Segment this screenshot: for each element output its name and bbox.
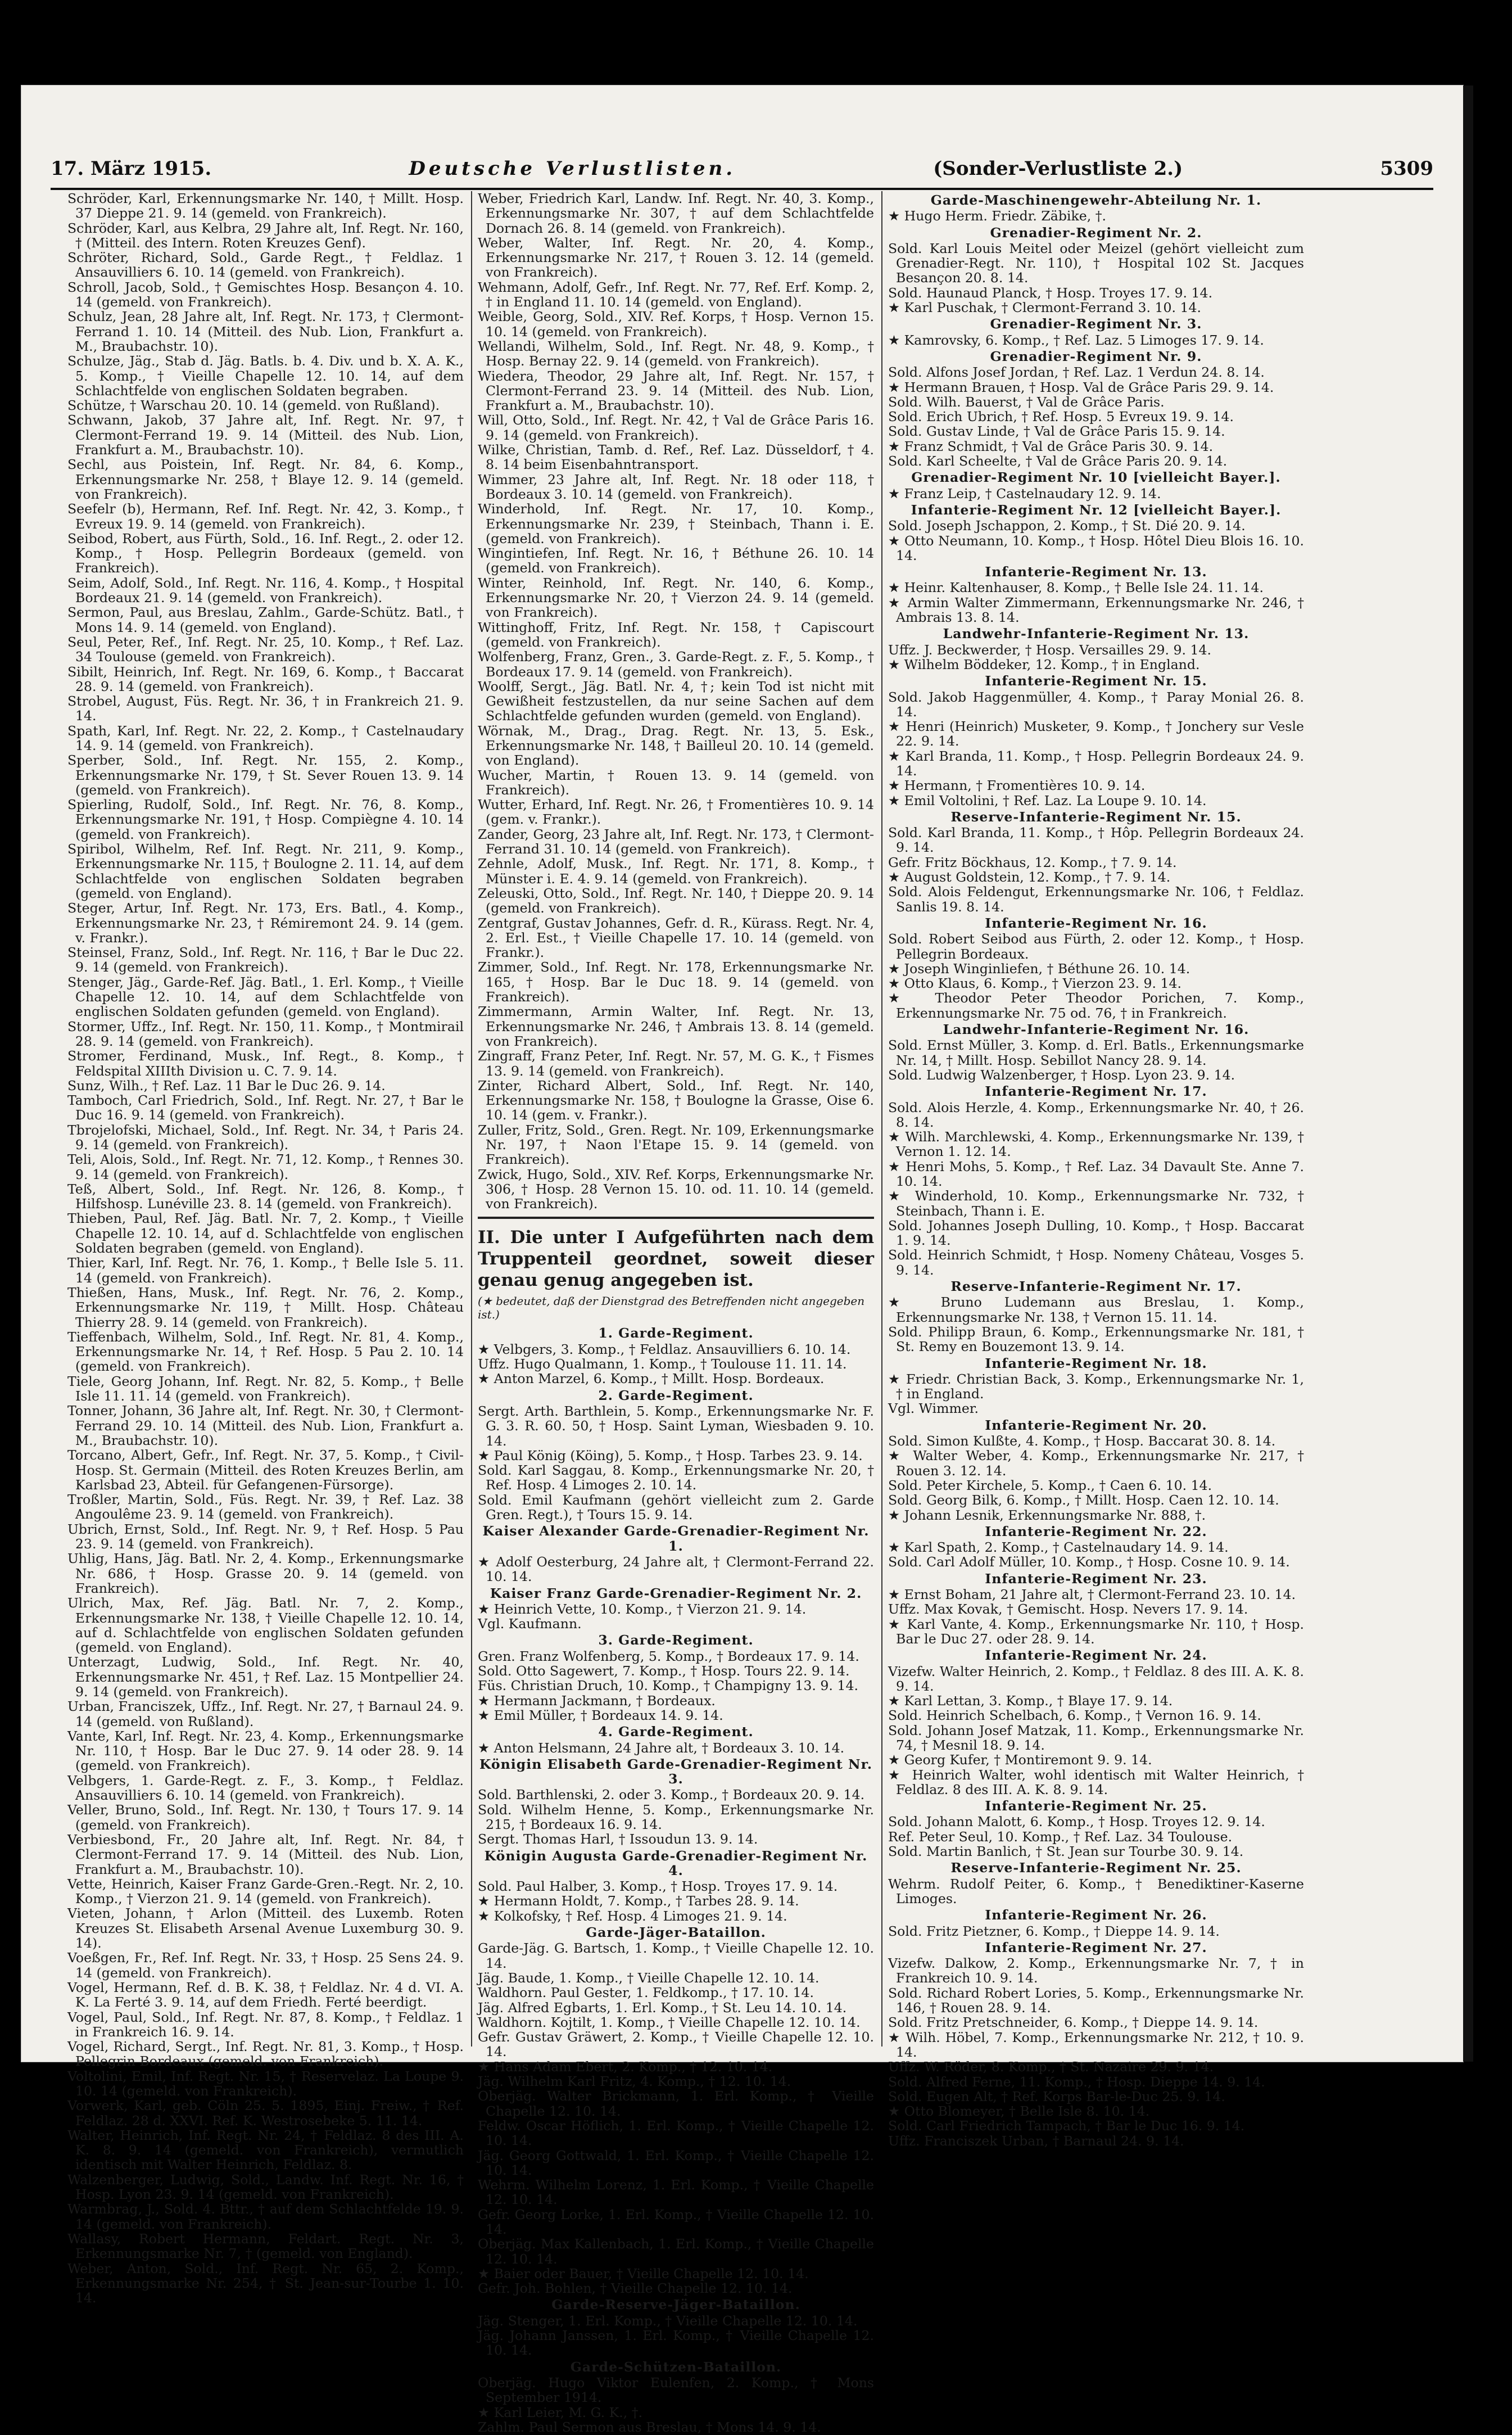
list-entry: Sold. Johann Josef Matzak, 11. Komp., Erkennungsmarke Nr. 74, † Mesnil 18. 9. 14. (888, 1722, 1304, 1753)
list-entry: ★ Otto Blomeyer, † Belle Isle 8. 10. 14. (888, 2103, 1150, 2120)
section-heading: Königin Augusta Garde-Grenadier-Regiment Nr. 4. (484, 1847, 868, 1878)
list-entry: Sold. Fritz Pretschneider, 6. Komp., † Dieppe 14. 9. 14. (888, 2014, 1259, 2031)
header-date: 17. März 1915. (51, 157, 212, 180)
list-entry: Sold. Robert Seibod aus Fürth, 2. oder 12. Komp., † Hosp. Pellegrin Bordeaux. (888, 931, 1304, 962)
list-entry: Teß, Albert, Sold., Inf. Regt. Nr. 126, 8. Komp., † Hilfshosp. Lunéville 23. 8. 14 (gemeld. von Frankreich). (67, 1181, 464, 1212)
list-entry: Sold. Simon Kulßte, 4. Komp., † Hosp. Baccarat 30. 8. 14. (888, 1433, 1276, 1449)
list-entry: ★ Paul König (Köing), 5. Komp., † Hosp. Tarbes 23. 9. 14. (478, 1447, 863, 1463)
list-entry: Ref. Peter Seul, 10. Komp., † Ref. Laz. 34 Toulouse. (888, 1828, 1233, 1845)
list-entry: Zimmermann, Armin Walter, Inf. Regt. Nr. 13, Erkennungsmarke Nr. 246, † Ambrais 13. 8. 14 (gemeld. von Frankreich). (478, 1004, 874, 1049)
section-heading: 1. Garde-Regiment. (598, 1325, 754, 1341)
list-entry: ★ Velbgers, 3. Komp., † Feldlaz. Ansauvilliers 6. 10. 14. (478, 1341, 851, 1357)
section-heading: Reserve-Infanterie-Regiment Nr. 15. (950, 808, 1242, 825)
list-entry: Sperber, Sold., Inf. Regt. Nr. 155, 2. Komp., Erkennungsmarke Nr. 179, † St. Sever Rouen 13. 9. 14 (gemeld. von Frankreich). (67, 752, 464, 798)
list-entry: ★ Otto Neumann, 10. Komp., † Hosp. Hôtel Dieu Blois 16. 10. 14. (888, 532, 1304, 563)
list-entry: ★ Anton Marzel, 6. Komp., † Millt. Hosp. Bordeaux. (478, 1371, 825, 1387)
section-heading: Kaiser Alexander Garde-Grenadier-Regiment Nr. 1. (482, 1523, 870, 1554)
list-entry: Strobel, August, Füs. Regt. Nr. 36, † in Frankreich 21. 9. 14. (67, 693, 464, 724)
list-entry: Waldhorn. Paul Gester, 1. Feldkomp., † 17. 10. 14. (478, 1985, 814, 2001)
section-heading: 2. Garde-Regiment. (598, 1387, 754, 1403)
list-entry: Sold. Carl Friedrich Tampach, † Bar le Duc 16. 9. 14. (888, 2118, 1245, 2134)
list-entry: Stenger, Jäg., Garde-Ref. Jäg. Batl., 1. Erl. Komp., † Vieille Chapelle 12. 10. 14, auf dem Schlachtfelde von englischen Soldaten gefunden (gemeld. von England). (67, 974, 464, 1020)
list-entry: Teli, Alois, Sold., Inf. Regt. Nr. 71, 12. Komp., † Rennes 30. 9. 14 (gemeld. von Frankreich). (67, 1151, 464, 1182)
list-entry: Velbgers, 1. Garde-Regt. z. F., 3. Komp., † Feldlaz. Ansauvilliers 6. 10. 14 (gemeld. von Frankreich). (67, 1772, 464, 1804)
list-entry: Vette, Heinrich, Kaiser Franz Garde-Gren.-Regt. Nr. 2, 10. Komp., † Vierzon 21. 9. 14 (gemeld. von Frankreich). (67, 1876, 464, 1907)
list-entry: Warmbrag, J., Sold. 4. Bttr., † auf dem Schlachtfelde 19. 9. 14 (gemeld. von Frankreich). (67, 2201, 464, 2232)
list-entry: ★ Franz Schmidt, † Val de Grâce Paris 30. 9. 14. (888, 438, 1214, 454)
section-heading: Infanterie-Regiment Nr. 26. (985, 1907, 1207, 1923)
list-entry: Uhlig, Hans, Jäg. Batl. Nr. 2, 4. Komp., Erkennungsmarke Nr. 686, † Hosp. Grasse 20. 9. 14 (gemeld. von Frankreich). (67, 1551, 464, 1596)
list-entry: Schröder, Karl, aus Kelbra, 29 Jahre alt, Inf. Regt. Nr. 160, † (Mitteil. des Intern. Roten Kreuzes Genf). (67, 220, 464, 251)
list-entry: ★ Joseph Winginliefen, † Béthune 26. 10. 14. (888, 960, 1190, 977)
list-entry: ★ Adolf Oesterburg, 24 Jahre alt, † Clermont-Ferrand 22. 10. 14. (478, 1553, 874, 1585)
list-entry: ★ Otto Klaus, 6. Komp., † Vierzon 23. 9. 14. (888, 975, 1181, 992)
list-entry: Sold. Johannes Joseph Dulling, 10. Komp., † Hosp. Baccarat 1. 9. 14. (888, 1217, 1304, 1249)
list-entry: ★ Anton Helsmann, 24 Jahre alt, † Bordeaux 3. 10. 14. (478, 1740, 845, 1756)
list-entry: Spiribol, Wilhelm, Ref. Inf. Regt. Nr. 211, 9. Komp., Erkennungsmarke Nr. 115, † Boulogne 2. 11. 14, auf dem Schlachtfelde von englischen Soldaten begraben (gemeld. von England). (67, 841, 464, 901)
list-entry: Uffz. Max Kovak, † Gemischt. Hosp. Nevers 17. 9. 14. (888, 1601, 1248, 1618)
list-entry: Sold. Erich Ubrich, † Ref. Hosp. 5 Evreux 19. 9. 14. (888, 409, 1234, 425)
list-entry: ★ Hermann Jackmann, † Bordeaux. (478, 1692, 716, 1709)
list-entry: ★ Emil Müller, † Bordeaux 14. 9. 14. (478, 1707, 723, 1723)
list-entry: Veller, Bruno, Sold., Inf. Regt. Nr. 130, † Tours 17. 9. 14 (gemeld. von Frankreich). (67, 1802, 464, 1833)
list-entry: Spierling, Rudolf, Sold., Inf. Regt. Nr. 76, 8. Komp., Erkennungsmarke Nr. 191, † Hosp. Compiègne 4. 10. 14 (gemeld. von Frankreich). (67, 797, 464, 842)
list-entry: Gren. Franz Wolfenberg, 5. Komp., † Bordeaux 17. 9. 14. (478, 1648, 859, 1664)
list-entry: ★ Hugo Herm. Friedr. Zäbike, †. (888, 208, 1107, 224)
list-entry: Troßler, Martin, Sold., Füs. Regt. Nr. 39, † Ref. Laz. 38 Angoulême 23. 9. 14 (gemeld. von Frankreich). (67, 1492, 464, 1523)
list-entry: ★ Heinrich Walter, wohl identisch mit Walter Heinrich, † Feldlaz. 8 des III. A. K. 8. 9. 14. (888, 1767, 1304, 1797)
list-entry: Sold. Martin Banlich, † St. Jean sur Tourbe 30. 9. 14. (888, 1844, 1244, 1860)
list-entry: Sold. Karl Saggau, 8. Komp., Erkennungsmarke Nr. 20, † Ref. Hosp. 4 Limoges 2. 10. 14. (478, 1462, 874, 1493)
list-entry: Gefr. Fritz Böckhaus, 12. Komp., † 7. 9. 14. (888, 854, 1177, 870)
list-entry: Winderhold, Inf. Regt. Nr. 17, 10. Komp., Erkennungsmarke Nr. 239, † Steinbach, Thann i. E. (gemeld. von Frankreich). (478, 501, 874, 546)
section-heading: Grenadier-Regiment Nr. 9. (990, 348, 1202, 364)
list-entry: Sold. Alois Herzle, 4. Komp., Erkennungsmarke Nr. 40, † 26. 8. 14. (888, 1099, 1304, 1130)
list-entry: Oberjäg. Max Kallenbach, 1. Erl. Komp., † Vieille Chapelle 12. 10. 14. (478, 2236, 874, 2267)
scan-edge (1463, 85, 1473, 2062)
list-entry: Wucher, Martin, † Rouen 13. 9. 14 (gemeld. von Frankreich). (478, 767, 874, 798)
list-entry: Seim, Adolf, Sold., Inf. Regt. Nr. 116, 4. Komp., † Hospital Bordeaux 21. 9. 14 (gemeld. von Frankreich). (67, 575, 464, 606)
list-entry: ★ Karl Lettan, 3. Komp., † Blaye 17. 9. 14. (888, 1693, 1173, 1709)
section-heading: Infanterie-Regiment Nr. 24. (985, 1647, 1207, 1664)
list-entry: ★ Kamrovsky, 6. Komp., † Ref. Laz. 5 Limoges 17. 9. 14. (888, 332, 1264, 348)
list-entry: Torcano, Albert, Gefr., Inf. Regt. Nr. 37, 5. Komp., † Civil-Hosp. St. Germain (Mitteil. des Roten Kreuzes Berlin, am Karlsbad 23, Abteil. für Gefangenen-Fürsorge). (67, 1447, 464, 1493)
list-entry: Zimmer, Sold., Inf. Regt. Nr. 178, Erkennungsmarke Nr. 165, † Hosp. Bar le Duc 18. 9. 14 (gemeld. von Frankreich). (478, 959, 874, 1005)
list-entry: Steinsel, Franz, Sold., Inf. Regt. Nr. 116, † Bar le Duc 22. 9. 14 (gemeld. von Frankreich). (67, 945, 464, 975)
list-entry: ★ Wilh. Marchlewski, 4. Komp., Erkennungsmarke Nr. 139, † Vernon 1. 12. 14. (888, 1129, 1304, 1160)
section-rule (478, 1217, 874, 1219)
list-entry: Zehnle, Adolf, Musk., Inf. Regt. Nr. 171, 8. Komp., † Münster i. E. 4. 9. 14 (gemeld. von Frankreich). (478, 856, 874, 887)
list-entry: Gefr. Gustav Gräwert, 2. Komp., † Vieille Chapelle 12. 10. 14. (478, 2029, 874, 2060)
list-entry: Seibod, Robert, aus Fürth, Sold., 16. Inf. Regt., 2. oder 12. Komp., † Hosp. Pellegrin Bordeaux (gemeld. von Frankreich). (67, 530, 464, 576)
list-entry: Uffz. W. Röder, 8. Komp., † St. Nazaire 29. 9. 14. (888, 2059, 1214, 2075)
section-heading: Infanterie-Regiment Nr. 13. (985, 564, 1207, 580)
section-note: (★ bedeutet, daß der Dienstgrad des Betreffenden nicht angegeben ist.) (478, 1294, 865, 1322)
list-entry: Oberjäg. Hugo Viktor Eulenfen, 2. Komp., † Mons September 1914. (478, 2374, 874, 2406)
list-entry: ★ Karl Branda, 11. Komp., † Hosp. Pellegrin Bordeaux 24. 9. 14. (888, 748, 1304, 779)
list-entry: Schütze, † Warschau 20. 10. 14 (gemeld. von Rußland). (67, 397, 440, 414)
list-entry: Vizefw. Walter Heinrich, 2. Komp., † Feldlaz. 8 des III. A. K. 8. 9. 14. (888, 1663, 1304, 1694)
list-entry: Sold. Barthlenski, 2. oder 3. Komp., † Bordeaux 20. 9. 14. (478, 1787, 865, 1803)
list-entry: Thießen, Hans, Musk., Inf. Regt. Nr. 76, 2. Komp., Erkennungsmarke Nr. 119, † Millt. Hosp. Château Thierry 28. 9. 14 (gemeld. von Frankreich). (67, 1284, 464, 1330)
header-subtitle: (Sonder-Verlustliste 2.) (933, 157, 1183, 180)
list-entry: Sold. Otto Sagewert, 7. Komp., † Hosp. Tours 22. 9. 14. (478, 1663, 850, 1679)
list-entry: ★ Walter Weber, 4. Komp., Erkennungsmarke Nr. 217, † Rouen 3. 12. 14. (888, 1448, 1304, 1479)
list-entry: Jäg. Baude, 1. Komp., † Vieille Chapelle 12. 10. 14. (478, 1969, 820, 1986)
list-entry: ★ Georg Kufer, † Montiremont 9. 9. 14. (888, 1752, 1152, 1768)
list-entry: Wutter, Erhard, Inf. Regt. Nr. 26, † Fromentières 10. 9. 14 (gem. v. Frankr.). (478, 797, 874, 828)
list-entry: ★ Bruno Ludemann aus Breslau, 1. Komp., Erkennungsmarke Nr. 138, † Vernon 15. 11. 14. (888, 1294, 1304, 1325)
list-entry: Jäg. Alfred Egbarts, 1. Erl. Komp., † St. Leu 14. 10. 14. (478, 1999, 847, 2016)
list-entry: ★ Karl Spath, 2. Komp., † Castelnaudary 14. 9. 14. (888, 1539, 1229, 1556)
list-entry: Uffz. Franciszek Urban, † Barnaul 24. 9. 14. (888, 2133, 1184, 2149)
list-entry: Sold. Ernst Müller, 3. Komp. d. Erl. Batls., Erkennungsmarke Nr. 14, † Millt. Hosp. Sebillot Nancy 28. 9. 14. (888, 1037, 1304, 1068)
list-entry: Seefelr (b), Hermann, Ref. Inf. Regt. Nr. 42, 3. Komp., † Evreux 19. 9. 14 (gemeld. von Frankreich). (67, 501, 464, 532)
list-entry: ★ Hans Adam Ebert, 2. Komp., † 12. 10. 14. (478, 2058, 773, 2075)
list-entry: Sergt. Arth. Barthlein, 5. Komp., Erkennungsmarke Nr. F. G. 3. R. 60. 50, † Hosp. Saint Lyman, Wiesbaden 9. 10. 14. (478, 1403, 874, 1449)
list-entry: Schroll, Jacob, Sold., † Gemischtes Hosp. Besançon 4. 10. 14 (gemeld. von Frankreich). (67, 279, 464, 310)
list-entry: Zahlm. Paul Sermon aus Breslau, † Mons 14. 9. 14. (478, 2419, 821, 2435)
list-entry: Vgl. Kaufmann. (478, 1616, 582, 1632)
list-entry: Wimmer, 23 Jahre alt, Inf. Regt. Nr. 18 oder 118, † Bordeaux 3. 10. 14 (gemeld. von Frankreich). (478, 471, 874, 502)
list-entry: Zingraff, Franz Peter, Inf. Regt. Nr. 57, M. G. K., † Fismes 13. 9. 14 (gemeld. von Frankreich). (478, 1048, 874, 1079)
section-heading: Grenadier-Regiment Nr. 10 [vielleicht Bayer.]. (911, 469, 1281, 486)
list-entry: Wallasy, Robert Hermann, Feldart. Regt. Nr. 3, Erkennungsmarke Nr. 7, † (gemeld. von England). (67, 2230, 464, 2262)
list-entry: Wörnak, M., Drag., Drag. Regt. Nr. 13, 5. Esk., Erkennungsmarke Nr. 148, † Bailleul 20. 10. 14 (gemeld. von England). (478, 722, 874, 769)
header-title: Deutsche Verlustlisten. (409, 157, 736, 180)
section-heading: Infanterie-Regiment Nr. 12 [vielleicht Bayer.]. (911, 502, 1282, 518)
list-entry: Wehrm. Rudolf Peiter, 6. Komp., † Benediktiner-Kaserne Limoges. (888, 1876, 1304, 1907)
list-entry: Zuller, Fritz, Sold., Gren. Regt. Nr. 109, Erkennungsmarke Nr. 197, † Naon l'Etape 15. 9. 14 (gemeld. von Frankreich). (478, 1122, 874, 1168)
list-entry: Sibilt, Heinrich, Inf. Regt. Nr. 169, 6. Komp., † Baccarat 28. 9. 14 (gemeld. von Frankreich). (67, 663, 464, 694)
list-entry: ★ Kolkofsky, † Ref. Hosp. 4 Limoges 21. 9. 14. (478, 1908, 787, 1924)
list-entry: Oberjäg. Walter Brickmann, 1. Erl. Komp., † Vieille Chapelle 12. 10. 14. (478, 2088, 874, 2119)
list-entry: Tieffenbach, Wilhelm, Sold., Inf. Regt. Nr. 81, 4. Komp., Erkennungsmarke Nr. 14, † Ref. Hosp. 5 Pau 2. 10. 14 (gemeld. von Frankreich). (67, 1329, 464, 1375)
list-entry: Sold. Gustav Linde, † Val de Grâce Paris 15. 9. 14. (888, 423, 1225, 440)
list-entry: Sold. Karl Louis Meitel oder Meizel (gehört vielleicht zum Grenadier-Regt. Nr. 110), † Hospital 102 St. Jacques Besançon 20. 8. 14. (888, 240, 1304, 286)
column-3 (888, 191, 1304, 2149)
list-entry: Sold. Georg Bilk, 6. Komp., † Millt. Hosp. Caen 12. 10. 14. (888, 1492, 1279, 1508)
list-entry: Thieben, Paul, Ref. Jäg. Batl. Nr. 7, 2. Komp., † Vieille Chapelle 12. 10. 14, auf d. Schlachtfelde von englischen Soldaten begraben (gemeld. von England). (67, 1210, 464, 1257)
list-entry: Stormer, Uffz., Inf. Regt. Nr. 150, 11. Komp., † Montmirail 28. 9. 14 (gemeld. von Frankreich). (67, 1018, 464, 1049)
list-entry: Uffz. Hugo Qualmann, 1. Komp., † Toulouse 11. 11. 14. (478, 1356, 847, 1372)
list-entry: Zeleuski, Otto, Sold., Inf. Regt. Nr. 140, † Dieppe 20. 9. 14 (gemeld. von Frankreich). (478, 885, 874, 916)
list-entry: Jäg. Georg Gottwald, 1. Erl. Komp., † Vieille Chapelle 12. 10. 14. (478, 2147, 874, 2178)
list-entry: Seul, Peter, Ref., Inf. Regt. Nr. 25, 10. Komp., † Ref. Laz. 34 Toulouse (gemeld. von Frankreich). (67, 634, 464, 665)
list-entry: Sunz, Wilh., † Ref. Laz. 11 Bar le Duc 26. 9. 14. (67, 1077, 386, 1094)
column-1 (67, 191, 464, 2306)
list-entry: Sold. Peter Kirchele, 5. Komp., † Caen 6. 10. 14. (888, 1477, 1212, 1493)
list-entry: ★ Hermann Brauen, † Hosp. Val de Grâce Paris 29. 9. 14. (888, 379, 1274, 395)
header-rule (51, 188, 1433, 190)
list-entry: Sold. Alois Feldengut, Erkennungsmarke Nr. 106, † Feldlaz. Sanlis 19. 8. 14. (888, 884, 1304, 915)
list-entry: Vorwerk, Karl, geb. Cöln 25. 5. 1895, Einj. Freiw., † Ref. Feldlaz. 28 d. XXVI. Ref. K. Westrosebeke 5. 11. 14. (67, 2098, 464, 2129)
list-entry: Weible, Georg, Sold., XIV. Ref. Korps, † Hosp. Vernon 15. 10. 14 (gemeld. von Frankreich). (478, 309, 874, 340)
list-entry: Jäg. Johann Janssen, 1. Erl. Komp., † Vieille Chapelle 12. 10. 14. (478, 2328, 874, 2359)
list-entry: Sold. Ludwig Walzenberger, † Hosp. Lyon 23. 9. 14. (888, 1067, 1235, 1083)
list-entry: Vogel, Paul, Sold., Inf. Regt. Nr. 87, 8. Komp., † Feldlaz. 1 in Frankreich 16. 9. 14. (67, 2009, 464, 2040)
list-entry: Uffz. J. Beckwerder, † Hosp. Versailles 29. 9. 14. (888, 641, 1212, 658)
column-divider-2 (881, 191, 882, 2047)
list-entry: Sold. Karl Scheelte, † Val de Grâce Paris 20. 9. 14. (888, 453, 1228, 469)
list-entry: Walter, Heinrich, Inf. Regt. Nr. 24, † Feldlaz. 8 des III. A. K. 8. 9. 14 (gemeld. von Frankreich), vermutlich identisch mit Walter Heinrich, Feldlaz. 8. (67, 2127, 464, 2173)
list-entry: Steger, Artur, Inf. Regt. Nr. 173, Ers. Batl., 4. Komp., Erkennungsmarke Nr. 23, † Rémiremont 24. 9. 14 (gem. v. Frankr.). (67, 900, 464, 946)
list-entry: ★ Ernst Boham, 21 Jahre alt, † Clermont-Ferrand 23. 10. 14. (888, 1587, 1296, 1603)
section-heading: Infanterie-Regiment Nr. 20. (985, 1417, 1207, 1433)
list-entry: Sold. Alfred Ferne, 11. Komp., † Hosp. Dieppe 14. 9. 14. (888, 2073, 1265, 2090)
section-heading: Garde-Schützen-Bataillon. (570, 2359, 782, 2375)
section-heading: Garde-Jäger-Bataillon. (586, 1924, 766, 1941)
list-entry: Gefr. Georg Lorke, 1. Erl. Komp., † Vieille Chapelle 12. 10. 14. (478, 2206, 874, 2237)
list-entry: Ulrich, Max, Ref. Jäg. Batl. Nr. 7, 2. Komp., Erkennungsmarke Nr. 138, † Vieille Chapelle 12. 10. 14, auf d. Schlachtfelde von englischen Soldaten gefunden (gemeld. von England). (67, 1595, 464, 1656)
list-entry: ★ Karl Vante, 4. Komp., Erkennungsmarke Nr. 110, † Hosp. Bar le Duc 27. oder 28. 9. 14. (888, 1616, 1304, 1647)
list-entry: Sechl, aus Poistein, Inf. Regt. Nr. 84, 6. Komp., Erkennungsmarke Nr. 258, † Blaye 12. 9. 14 (gemeld. von Frankreich). (67, 457, 464, 502)
list-entry: ★ Heinr. Kaltenhauser, 8. Komp., † Belle Isle 24. 11. 14. (888, 580, 1264, 596)
list-entry: Vieten, Johann, † Arlon (Mitteil. des Luxemb. Roten Kreuzes St. Elisabeth Arsenal Avenue Luxemburg 30. 9. 14). (67, 1905, 464, 1951)
list-entry: Schulz, Jean, 28 Jahre alt, Inf. Regt. Nr. 173, † Clermont-Ferrand 1. 10. 14 (Mitteil. des Nub. Lion, Frankfurt a. M., Braubachstr. 10). (67, 309, 464, 354)
list-entry: ★ Theodor Peter Theodor Porichen, 7. Komp., Erkennungsmarke Nr. 75 od. 76, † in Frankreich. (888, 990, 1304, 1021)
list-entry: Sold. Karl Branda, 11. Komp., † Hôp. Pellegrin Bordeaux 24. 9. 14. (888, 825, 1304, 856)
list-entry: ★ Karl Puschak, † Clermont-Ferrand 3. 10. 14. (888, 300, 1201, 316)
section-heading: Grenadier-Regiment Nr. 3. (990, 316, 1202, 332)
list-entry: Thier, Karl, Inf. Regt. Nr. 76, 1. Komp., † Belle Isle 5. 11. 14 (gemeld. von Frankreich). (67, 1255, 464, 1286)
section-heading: Garde-Reserve-Jäger-Bataillon. (551, 2297, 800, 2313)
list-entry: ★ Wilh. Höbel, 7. Komp., Erkennungsmarke Nr. 212, † 10. 9. 14. (888, 2029, 1304, 2060)
list-entry: ★ Henri Mohs, 5. Komp., † Ref. Laz. 34 Davault Ste. Anne 7. 10. 14. (888, 1158, 1304, 1189)
list-entry: Wehrm. Wilhelm Lorenz, 1. Erl. Komp., † Vieille Chapelle 12. 10. 14. (478, 2177, 874, 2208)
list-entry: Sold. Fritz Pietzner, 6. Komp., † Dieppe 14. 9. 14. (888, 1923, 1220, 1939)
list-entry: ★ August Goldstein, 12. Komp., † 7. 9. 14. (888, 869, 1171, 886)
list-entry: Zinter, Richard Albert, Sold., Inf. Regt. Nr. 140, Erkennungsmarke Nr. 158, † Boulogne la Grasse, Oise 6. 10. 14 (gem. v. Frankr.). (478, 1077, 874, 1123)
list-entry: ★ Franz Leip, † Castelnaudary 12. 9. 14. (888, 485, 1161, 502)
list-entry: Schulze, Jäg., Stab d. Jäg. Batls. b. 4. Div. und b. X. A. K., 5. Komp., † Vieille Chapelle 12. 10. 14, auf dem Schlachtfelde von englischen Soldaten begraben. (67, 353, 464, 399)
section-heading: Reserve-Infanterie-Regiment Nr. 25. (950, 1860, 1242, 1876)
list-entry: Voeßgen, Fr., Ref. Inf. Regt. Nr. 33, † Hosp. 25 Sens 24. 9. 14 (gemeld. von Frankreich). (67, 1950, 464, 1981)
list-entry: Unterzagt, Ludwig, Sold., Inf. Regt. Nr. 40, Erkennungsmarke Nr. 451, † Ref. Laz. 15 Montpellier 24. 9. 14 (gemeld. von Frankreich). (67, 1654, 464, 1700)
list-entry: Sold. Carl Adolf Müller, 10. Komp., † Hosp. Cosne 10. 9. 14. (888, 1554, 1290, 1570)
list-entry: Vogel, Richard, Sergt., Inf. Regt. Nr. 81, 3. Komp., † Hosp. Pellegrin Bordeaux (gemeld. von Frankreich). (67, 2039, 464, 2070)
list-entry: Jäg. Wilhelm Karl Fritz, 4. Komp., † 12. 10. 14. (478, 2073, 791, 2090)
list-entry: Garde-Jäg. G. Bartsch, 1. Komp., † Vieille Chapelle 12. 10. 14. (478, 1940, 874, 1971)
list-entry: Weber, Anton, Sold., Inf. Regt. Nr. 65, 2. Komp., Erkennungsmarke Nr. 254, † St. Jean-sur-Tourbe 1. 10. 14. (67, 2260, 464, 2306)
list-entry: Winter, Reinhold, Inf. Regt. Nr. 140, 6. Komp., Erkennungsmarke Nr. 20, † Vierzon 24. 9. 14 (gemeld. von Frankreich). (478, 575, 874, 621)
section-heading: Infanterie-Regiment Nr. 23. (985, 1570, 1207, 1587)
list-entry: Sermon, Paul, aus Breslau, Zahlm., Garde-Schütz. Batl., † Mons 14. 9. 14 (gemeld. von England). (67, 604, 464, 635)
list-entry: Sold. Alfons Josef Jordan, † Ref. Laz. 1 Verdun 24. 8. 14. (888, 364, 1265, 381)
list-entry: Tonner, Johann, 36 Jahre alt, Inf. Regt. Nr. 30, † Clermont-Ferrand 29. 10. 14 (Mitteil. des Nub. Lion, Frankfurt a. M., Braubachstr. 10). (67, 1403, 464, 1448)
list-entry: Wehmann, Adolf, Gefr., Inf. Regt. Nr. 77, Ref. Erf. Komp. 2, † in England 11. 10. 14 (gemeld. von England). (478, 279, 874, 310)
section-heading: Infanterie-Regiment Nr. 18. (985, 1355, 1207, 1371)
list-entry: Woolff, Sergt., Jäg. Batl. Nr. 4, †; kein Tod ist nicht mit Gewißheit festzustellen, da nur seine Sachen auf dem Schlachtfelde gefunden wurden (gemeld. von England). (478, 678, 874, 724)
list-entry: Sold. Paul Halber, 3. Komp., † Hosp. Troyes 17. 9. 14. (478, 1878, 838, 1895)
list-entry: Vogel, Hermann, Ref. d. B. K. 38, † Feldlaz. Nr. 4 d. VI. A. K. La Ferté 3. 9. 14, auf dem Friedh. Ferté beerdigt. (67, 1979, 464, 2011)
list-entry: Wingintiefen, Inf. Regt. Nr. 16, † Béthune 26. 10. 14 (gemeld. von Frankreich). (478, 545, 874, 576)
list-entry: ★ Armin Walter Zimmermann, Erkennungsmarke Nr. 246, † Ambrais 13. 8. 14. (888, 594, 1304, 626)
list-entry: Wiedera, Theodor, 29 Jahre alt, Inf. Regt. Nr. 157, † Clermont-Ferrand 23. 9. 14 (Mitteil. des Nub. Lion, Frankfurt a. M., Braubachstr. 10). (478, 368, 874, 414)
list-entry: Sold. Joseph Jschappon, 2. Komp., † St. Dié 20. 9. 14. (888, 518, 1246, 534)
list-entry: Weber, Walter, Inf. Regt. Nr. 20, 4. Komp., Erkennungsmarke Nr. 217, † Rouen 3. 12. 14 (gemeld. von Frankreich). (478, 234, 874, 281)
list-entry: Schröter, Richard, Sold., Garde Regt., † Feldlaz. 1 Ansauvilliers 6. 10. 14 (gemeld. von Frankreich). (67, 250, 464, 281)
list-entry: Sold. Richard Robert Lories, 5. Komp., Erkennungsmarke Nr. 146, † Rouen 28. 9. 14. (888, 1985, 1304, 2016)
section-heading: Grenadier-Regiment Nr. 2. (990, 224, 1202, 241)
section-title: II. Die unter I Aufgeführten nach dem Truppenteil geordnet, soweit dieser genau genug angegeben ist. (478, 1227, 874, 1291)
list-entry: Tiele, Georg Johann, Inf. Regt. Nr. 82, 5. Komp., † Belle Isle 11. 11. 14 (gemeld. von Frankreich). (67, 1373, 464, 1404)
section-heading: Infanterie-Regiment Nr. 16. (985, 915, 1207, 931)
list-entry: Spath, Karl, Inf. Regt. Nr. 22, 2. Komp., † Castelnaudary 14. 9. 14 (gemeld. von Frankreich). (67, 722, 464, 753)
list-entry: Sold. Eugen Alt, † Ref. Korps Bar-le-Duc 25. 9. 14. (888, 2088, 1225, 2104)
list-entry: Sergt. Thomas Harl, † Issoudun 13. 9. 14. (478, 1831, 758, 1847)
list-entry: Wolfenberg, Franz, Gren., 3. Garde-Regt. z. F., 5. Komp., † Bordeaux 17. 9. 14 (gemeld. von Frankreich). (478, 649, 874, 680)
list-entry: ★ Johann Lesnik, Erkennungsmarke Nr. 888, †. (888, 1507, 1206, 1523)
list-entry: Zentgraf, Gustav Johannes, Gefr. d. R., Kürass. Regt. Nr. 4, 2. Erl. Est., † Vieille Chapelle 17. 10. 14 (gemeld. von Frankr.). (478, 915, 874, 961)
list-entry: Sold. Heinrich Schmidt, † Hosp. Nomeny Château, Vosges 5. 9. 14. (888, 1247, 1304, 1278)
list-entry: Feldw. Oscar Höflich, 1. Erl. Komp., † Vieille Chapelle 12. 10. 14. (478, 2117, 874, 2149)
list-entry: ★ Hermann, † Fromentières 10. 9. 14. (888, 778, 1146, 794)
list-entry: Weber, Friedrich Karl, Landw. Inf. Regt. Nr. 40, 3. Komp., Erkennungsmarke Nr. 307, † auf dem Schlachtfelde Dornach 26. 8. 14 (gemeld. von Frankreich). (478, 191, 874, 236)
list-entry: ★ Wilhelm Böddeker, 12. Komp., † in England. (888, 656, 1200, 672)
column-divider-1 (471, 191, 472, 2047)
section-heading: Infanterie-Regiment Nr. 25. (985, 1798, 1207, 1814)
list-entry: Vgl. Wimmer. (888, 1401, 979, 1417)
list-entry: Wittinghoff, Fritz, Inf. Regt. Nr. 158, † Capiscourt (gemeld. von Frankreich). (478, 619, 874, 650)
list-entry: Schwann, Jakob, 37 Jahre alt, Inf. Regt. Nr. 97, † Clermont-Ferrand 19. 9. 14 (Mitteil. des Nub. Lion, Frankfurt a. M., Braubachstr. 10). (67, 412, 464, 458)
list-entry: ★ Heinrich Vette, 10. Komp., † Vierzon 21. 9. 14. (478, 1601, 807, 1617)
list-entry: Sold. Jakob Haggenmüller, 4. Komp., † Paray Monial 26. 8. 14. (888, 689, 1304, 720)
list-entry: Zwick, Hugo, Sold., XIV. Ref. Korps, Erkennungsmarke Nr. 306, † Hosp. 28 Vernon 15. 10. od. 11. 10. 14 (gemeld. von Frankreich). (478, 1166, 874, 1212)
section-heading: Infanterie-Regiment Nr. 27. (985, 1939, 1207, 1955)
list-entry: Walzenberger, Ludwig, Sold., Landw. Inf. Regt. Nr. 16, † Hosp. Lyon 23. 9. 14 (gemeld. von Frankreich). (67, 2171, 464, 2203)
list-entry: Jäg. Stenger, 1. Erl. Komp., † Vieille Chapelle 12. 10. 14. (478, 2312, 858, 2329)
page-header (51, 157, 1433, 182)
list-entry: Zander, Georg, 23 Jahre alt, Inf. Regt. Nr. 173, † Clermont-Ferrand 31. 10. 14 (gemeld. von Frankreich). (478, 826, 874, 857)
section-heading: Infanterie-Regiment Nr. 22. (985, 1523, 1207, 1539)
section-heading: Infanterie-Regiment Nr. 17. (985, 1083, 1207, 1100)
list-entry: Sold. Wilh. Bauerst, † Val de Grâce Paris. (888, 394, 1165, 410)
list-entry: Vante, Karl, Inf. Regt. Nr. 23, 4. Komp., Erkennungsmarke Nr. 110, † Hosp. Bar le Duc 27. 9. 14 oder 28. 9. 14 (gemeld. von Frankreich). (67, 1728, 464, 1774)
list-entry: Vizefw. Dalkow, 2. Komp., Erkennungsmarke Nr. 7, † in Frankreich 10. 9. 14. (888, 1955, 1304, 1986)
list-entry: Wilke, Christian, Tamb. d. Ref., Ref. Laz. Düsseldorf, † 4. 8. 14 beim Eisenbahntransport. (478, 442, 874, 473)
section-heading: Infanterie-Regiment Nr. 15. (985, 673, 1207, 689)
list-entry: ★ Winderhold, 10. Komp., Erkennungsmarke Nr. 732, † Steinbach, Thann i. E. (888, 1188, 1304, 1219)
list-entry: ★ Emil Voltolini, † Ref. Laz. La Loupe 9. 10. 14. (888, 792, 1207, 808)
list-entry: Voltolini, Emil, Inf. Regt. Nr. 15, † Reservelaz. La Loupe 9. 10. 14 (gemeld. von Frankreich). (67, 2068, 464, 2099)
list-entry: Gefr. Joh. Bohlen, † Vieille Chapelle 12. 10. 14. (478, 2280, 793, 2297)
list-entry: Ubrich, Ernst, Sold., Inf. Regt. Nr. 9, † Ref. Hosp. 5 Pau 23. 9. 14 (gemeld. von Frankreich). (67, 1521, 464, 1552)
section-heading: 4. Garde-Regiment. (598, 1724, 754, 1740)
list-entry: Sold. Johann Malott, 6. Komp., † Hosp. Troyes 12. 9. 14. (888, 1814, 1265, 1830)
list-entry: Tbrojelofski, Michael, Sold., Inf. Regt. Nr. 34, † Paris 24. 9. 14 (gemeld. von Frankreich). (67, 1122, 464, 1153)
list-entry: Urban, Franciszek, Uffz., Inf. Regt. Nr. 27, † Barnaul 24. 9. 14 (gemeld. von Rußland). (67, 1698, 464, 1729)
list-entry: ★ Karl Leier, M. G. K., †. (478, 2404, 643, 2420)
column-2 (478, 191, 874, 2435)
list-entry: Sold. Wilhelm Henne, 5. Komp., Erkennungsmarke Nr. 215, † Bordeaux 16. 9. 14. (478, 1801, 874, 1832)
section-heading: Kaiser Franz Garde-Grenadier-Regiment Nr. 2. (490, 1585, 862, 1601)
list-entry: ★ Hermann Holdt, 7. Komp., † Tarbes 28. 9. 14. (478, 1893, 799, 1909)
list-entry: Will, Otto, Sold., Inf. Regt. Nr. 42, † Val de Grâce Paris 16. 9. 14 (gemeld. von Frankreich). (478, 412, 874, 443)
list-entry: Waldhorn. Kojtilt, 1. Komp., † Vieille Chapelle 12. 10. 14. (478, 2014, 861, 2030)
section-heading: Reserve-Infanterie-Regiment Nr. 17. (950, 1279, 1242, 1295)
list-entry: Sold. Heinrich Schelbach, 6. Komp., † Vernon 16. 9. 14. (888, 1707, 1261, 1724)
section-heading: Landwehr-Infanterie-Regiment Nr. 16. (943, 1022, 1250, 1038)
list-entry: Sold. Philipp Braun, 6. Komp., Erkennungsmarke Nr. 181, † St. Remy en Bouzemont 13. 9. 14. (888, 1323, 1304, 1355)
list-entry: Wellandi, Wilhelm, Sold., Inf. Regt. Nr. 48, 9. Komp., † Hosp. Bernay 22. 9. 14 (gemeld. von Frankreich). (478, 338, 874, 369)
list-entry: Tamboch, Carl Friedrich, Sold., Inf. Regt. Nr. 27, † Bar le Duc 16. 9. 14 (gemeld. von Frankreich). (67, 1092, 464, 1123)
list-entry: Sold. Emil Kaufmann (gehört vielleicht zum 2. Garde Gren. Regt.), † Tours 15. 9. 14. (478, 1492, 874, 1523)
section-heading: Königin Elisabeth Garde-Grenadier-Regiment Nr. 3. (479, 1756, 873, 1787)
list-entry: ★ Henri (Heinrich) Musketer, 9. Komp., † Jonchery sur Vesle 22. 9. 14. (888, 719, 1304, 749)
list-entry: Schröder, Karl, Erkennungsmarke Nr. 140, † Millt. Hosp. 37 Dieppe 21. 9. 14 (gemeld. von Frankreich). (67, 191, 464, 222)
list-entry: Verbiesbond, Fr., 20 Jahre alt, Inf. Regt. Nr. 84, † Clermont-Ferrand 17. 9. 14 (Mitteil. des Nub. Lion, Frankfurt a. M., Braubachstr. 10). (67, 1831, 464, 1877)
list-entry: Sold. Haunaud Planck, † Hosp. Troyes 17. 9. 14. (888, 284, 1213, 301)
list-entry: Stromer, Ferdinand, Musk., Inf. Regt., 8. Komp., † Feldspital XIIIth Division u. C. 7. 9. 14. (67, 1048, 464, 1079)
section-heading: Garde-Maschinengewehr-Abteilung Nr. 1. (930, 192, 1262, 208)
section-heading: 3. Garde-Regiment. (598, 1632, 754, 1648)
list-entry: ★ Baier oder Bauer, † Vieille Chapelle 12. 10. 14. (478, 2265, 809, 2282)
section-heading: Landwehr-Infanterie-Regiment Nr. 13. (943, 626, 1250, 642)
list-entry: Füs. Christian Druch, 10. Komp., † Champigny 13. 9. 14. (478, 1678, 858, 1694)
list-entry: ★ Friedr. Christian Back, 3. Komp., Erkennungsmarke Nr. 1, † in England. (888, 1371, 1304, 1402)
header-page-number: 5309 (1380, 157, 1433, 180)
